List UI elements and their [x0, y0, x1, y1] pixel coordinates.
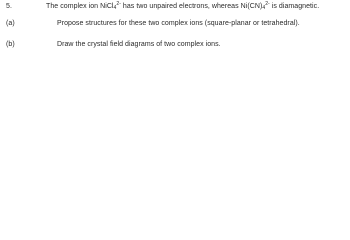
- part-b-label: (b): [6, 41, 15, 48]
- document-page: [0, 0, 350, 60]
- statement-text-2: has two unpaired electrons, whereas Ni(CN): [120, 3, 263, 10]
- part-a-row: [0, 17, 350, 31]
- statement-text-3: is diamagnetic.: [269, 3, 320, 10]
- part-b-row: [0, 38, 350, 52]
- part-a-text: Propose structures for these two complex ions (square-planar or tetrahedral).: [57, 20, 300, 27]
- question-statement: [46, 0, 319, 14]
- statement-text-1: The complex ion NiCl: [46, 3, 114, 10]
- statement-superscript-1: 2-: [116, 1, 121, 7]
- statement-subscript-2: 4: [262, 5, 266, 11]
- part-b-text: Draw the crystal field diagrams of two complex ions.: [57, 41, 221, 48]
- statement-subscript-1: 4: [113, 5, 117, 11]
- part-a-label: (a): [6, 20, 15, 27]
- question-row: [0, 0, 350, 14]
- question-number: 5.: [6, 3, 12, 10]
- statement-superscript-2: 2-: [265, 1, 270, 7]
